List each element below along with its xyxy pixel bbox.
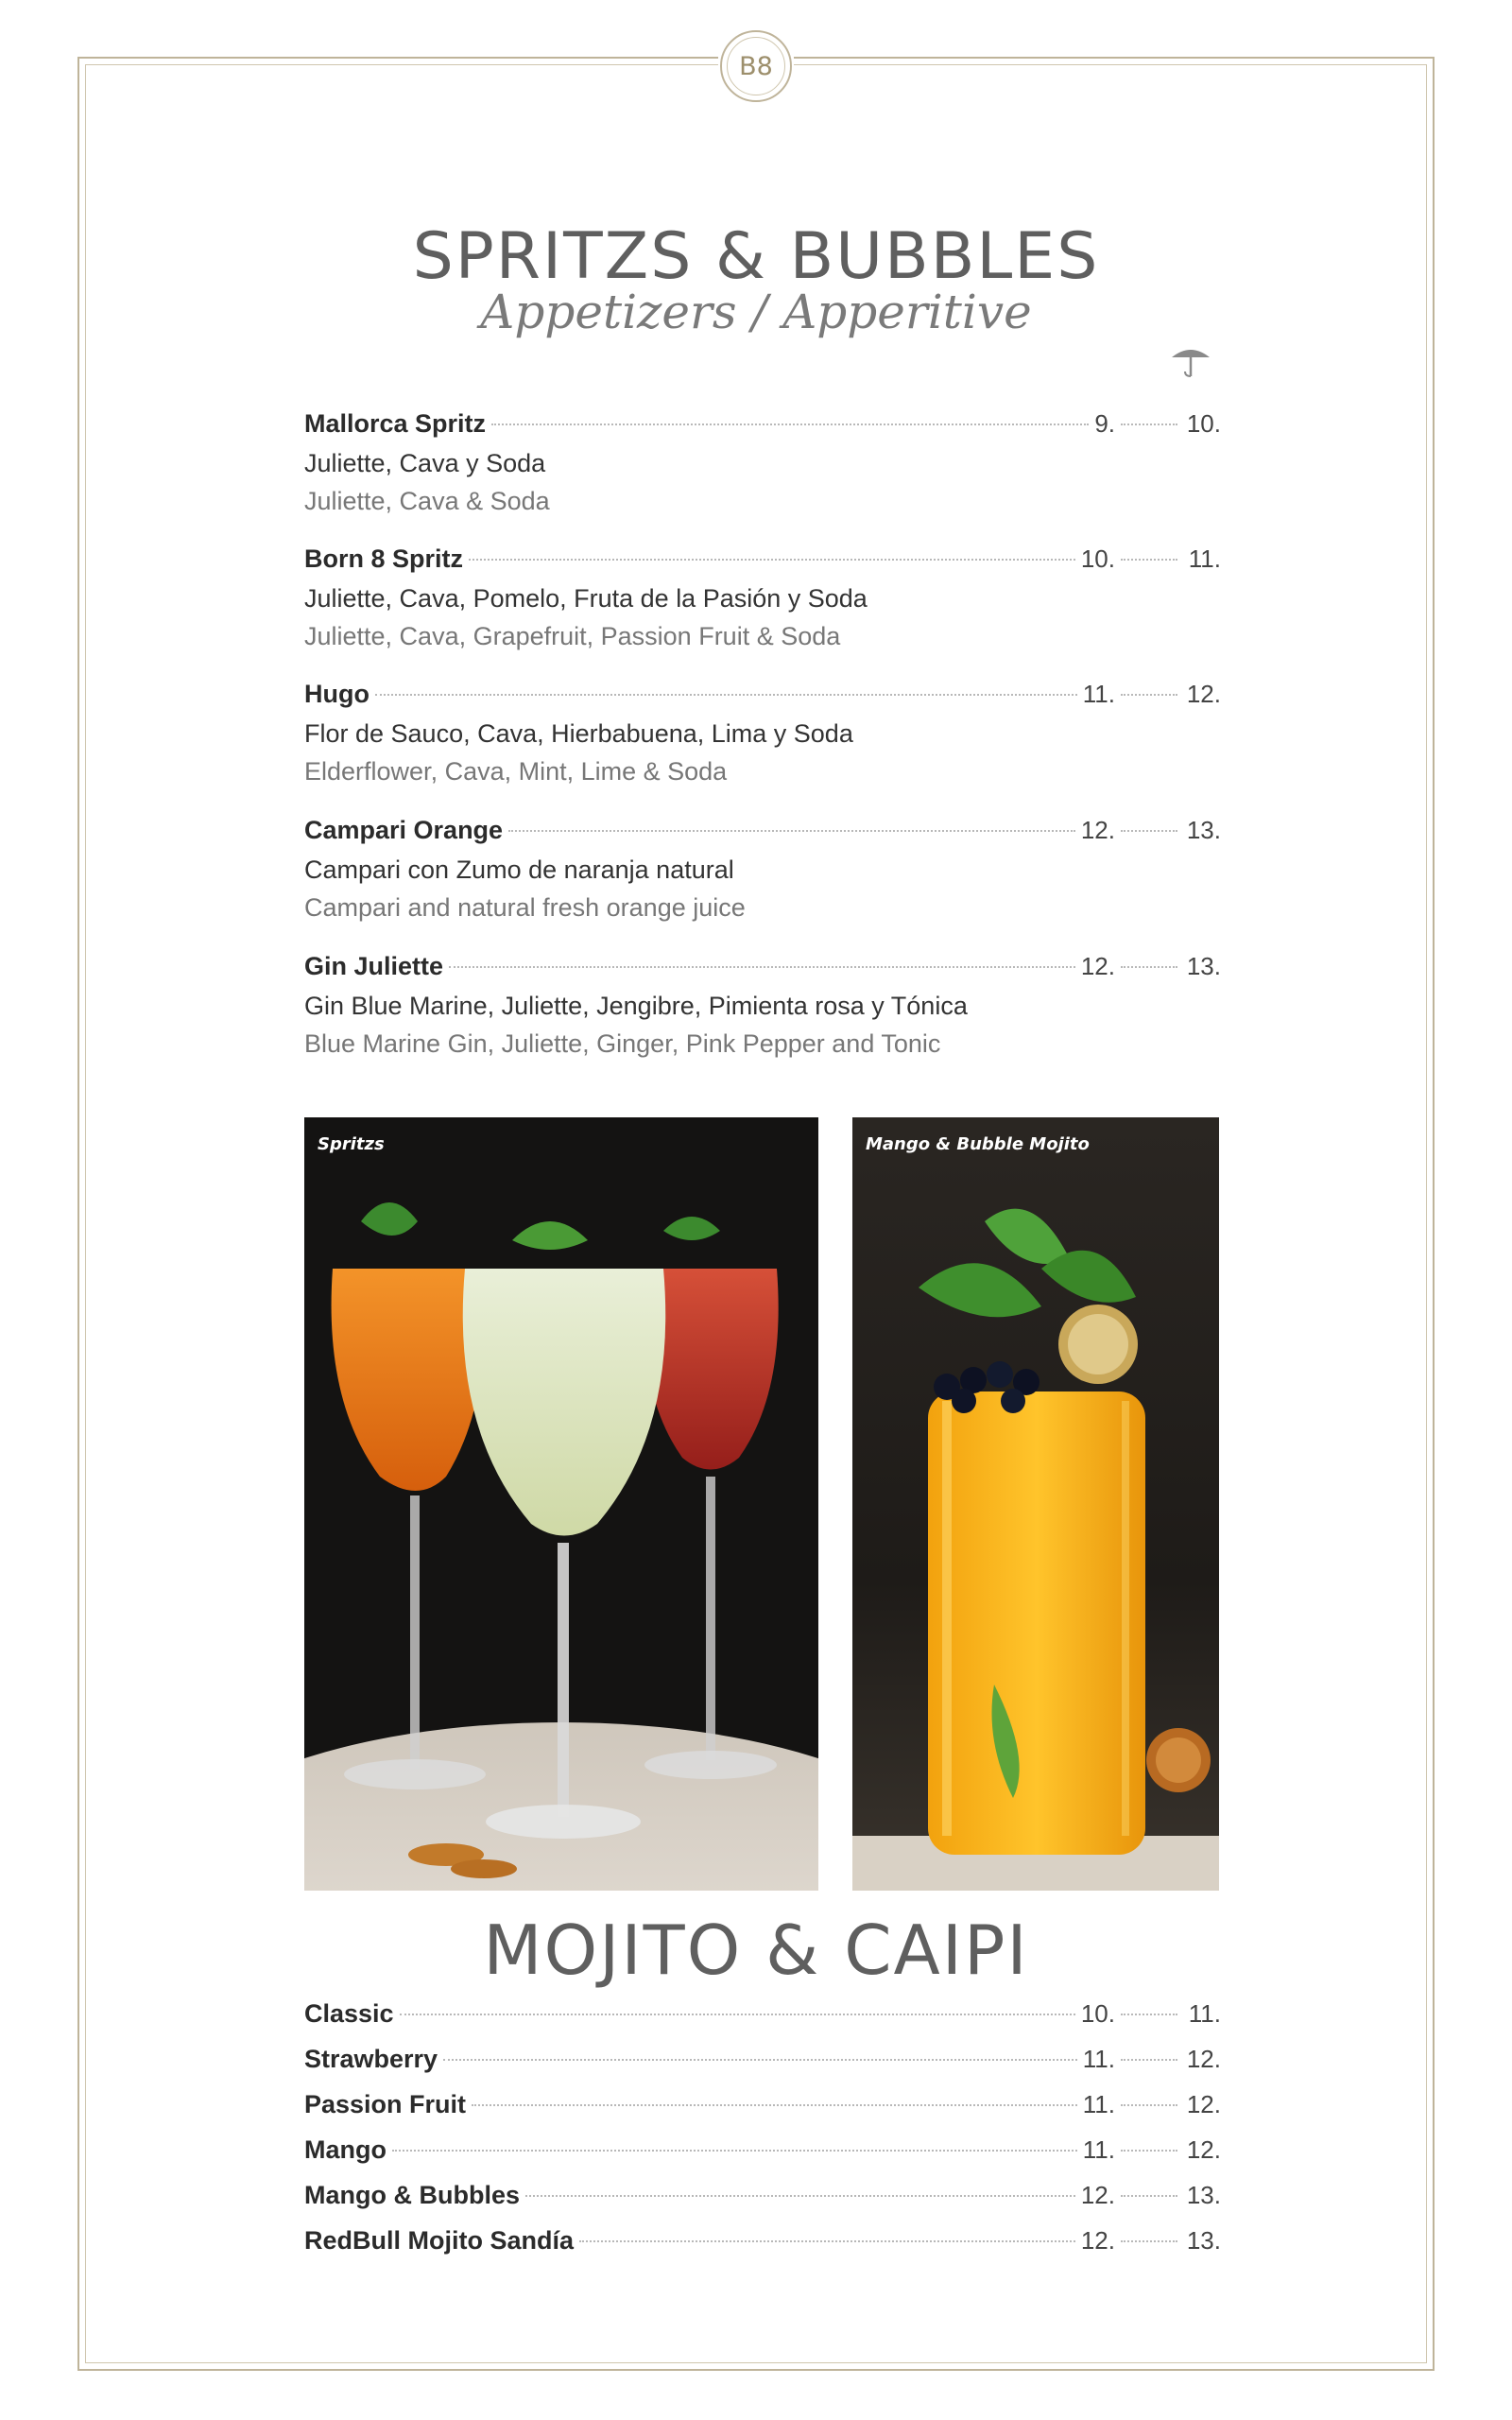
item-description-es: Campari con Zumo de naranja natural — [304, 856, 734, 884]
menu-item-mallorca-spritz — [304, 406, 1221, 520]
menu-item-campari-orange — [304, 813, 1221, 926]
item-price-1: 11. — [1082, 2090, 1115, 2118]
menu-item-gin-juliette — [304, 949, 1221, 1063]
item-price-2: 12. — [1186, 2090, 1221, 2118]
mango-mojito-illustration — [852, 1117, 1219, 1891]
item-price-2: 10. — [1186, 409, 1221, 438]
section-subtitle: Appetizers / Apperitive — [480, 285, 1032, 339]
item-price-2: 12. — [1186, 2135, 1221, 2164]
item-description-en: Juliette, Cava, Grapefruit, Passion Fruit & Soda — [304, 622, 841, 650]
item-price-1: 12. — [1080, 2181, 1115, 2209]
item-description-en: Blue Marine Gin, Juliette, Ginger, Pink Pepper and Tonic — [304, 1029, 941, 1058]
item-description-en: Juliette, Cava & Soda — [304, 487, 550, 515]
item-name: RedBull Mojito Sandía — [304, 2226, 575, 2255]
item-name: Mango & Bubbles — [304, 2181, 520, 2209]
menu-item-mango — [304, 2133, 1221, 2167]
item-price-2: 11. — [1188, 544, 1221, 573]
item-description-es: Juliette, Cava, Pomelo, Fruta de la Pasión y Soda — [304, 584, 868, 613]
spritz-glasses-illustration — [304, 1117, 818, 1891]
item-name: Hugo — [304, 680, 369, 708]
item-name: Campari Orange — [304, 816, 504, 844]
menu-item-passion-fruit — [304, 2087, 1221, 2121]
section-title-spritzs: SPRITZS & BUBBLES — [412, 219, 1100, 294]
menu-item-hugo — [304, 677, 1221, 790]
item-price-2: 12. — [1186, 2045, 1221, 2073]
page-badge — [720, 30, 792, 102]
item-description-en: Campari and natural fresh orange juice — [304, 893, 746, 922]
item-name: Born 8 Spritz — [304, 544, 464, 573]
item-description-es: Juliette, Cava y Soda — [304, 449, 546, 477]
section-title-mojito: MOJITO & CAIPI — [483, 1910, 1029, 1990]
item-price-1: 12. — [1080, 952, 1115, 980]
item-price-1: 12. — [1080, 2226, 1115, 2255]
item-price-1: 10. — [1080, 1999, 1115, 2028]
photo-spritzs — [304, 1117, 818, 1891]
item-name: Mallorca Spritz — [304, 409, 487, 438]
item-name: Passion Fruit — [304, 2090, 467, 2118]
item-name: Mango — [304, 2135, 387, 2164]
item-name: Gin Juliette — [304, 952, 444, 980]
item-price-2: 11. — [1188, 1999, 1221, 2028]
item-price-1: 9. — [1094, 409, 1115, 438]
item-price-2: 13. — [1186, 2181, 1221, 2209]
item-price-1: 11. — [1082, 680, 1115, 708]
menu-item-mango-bubbles — [304, 2178, 1221, 2212]
menu-item-classic — [304, 1996, 1221, 2031]
item-price-1: 11. — [1082, 2045, 1115, 2073]
item-price-2: 12. — [1186, 680, 1221, 708]
item-price-2: 13. — [1186, 2226, 1221, 2255]
item-price-2: 13. — [1186, 952, 1221, 980]
item-price-1: 10. — [1080, 544, 1115, 573]
item-name: Classic — [304, 1999, 394, 2028]
item-description-en: Elderflower, Cava, Mint, Lime & Soda — [304, 757, 728, 786]
menu-item-born-8-spritz — [304, 542, 1221, 655]
item-description-es: Flor de Sauco, Cava, Hierbabuena, Lima y Soda — [304, 719, 853, 748]
item-price-1: 11. — [1082, 2135, 1115, 2164]
page-badge-label: B8 — [727, 37, 785, 95]
umbrella-icon — [1170, 340, 1211, 378]
item-name: Strawberry — [304, 2045, 438, 2073]
menu-item-redbull-mojito-sandia — [304, 2223, 1221, 2257]
item-price-2: 13. — [1186, 816, 1221, 844]
photo-caption: Spritzs — [318, 1134, 385, 1154]
item-price-1: 12. — [1080, 816, 1115, 844]
photo-mango-bubble-mojito — [852, 1117, 1219, 1891]
photo-caption: Mango & Bubble Mojito — [866, 1134, 1090, 1154]
menu-item-strawberry — [304, 2042, 1221, 2076]
item-description-es: Gin Blue Marine, Juliette, Jengibre, Pimienta rosa y Tónica — [304, 992, 968, 1020]
